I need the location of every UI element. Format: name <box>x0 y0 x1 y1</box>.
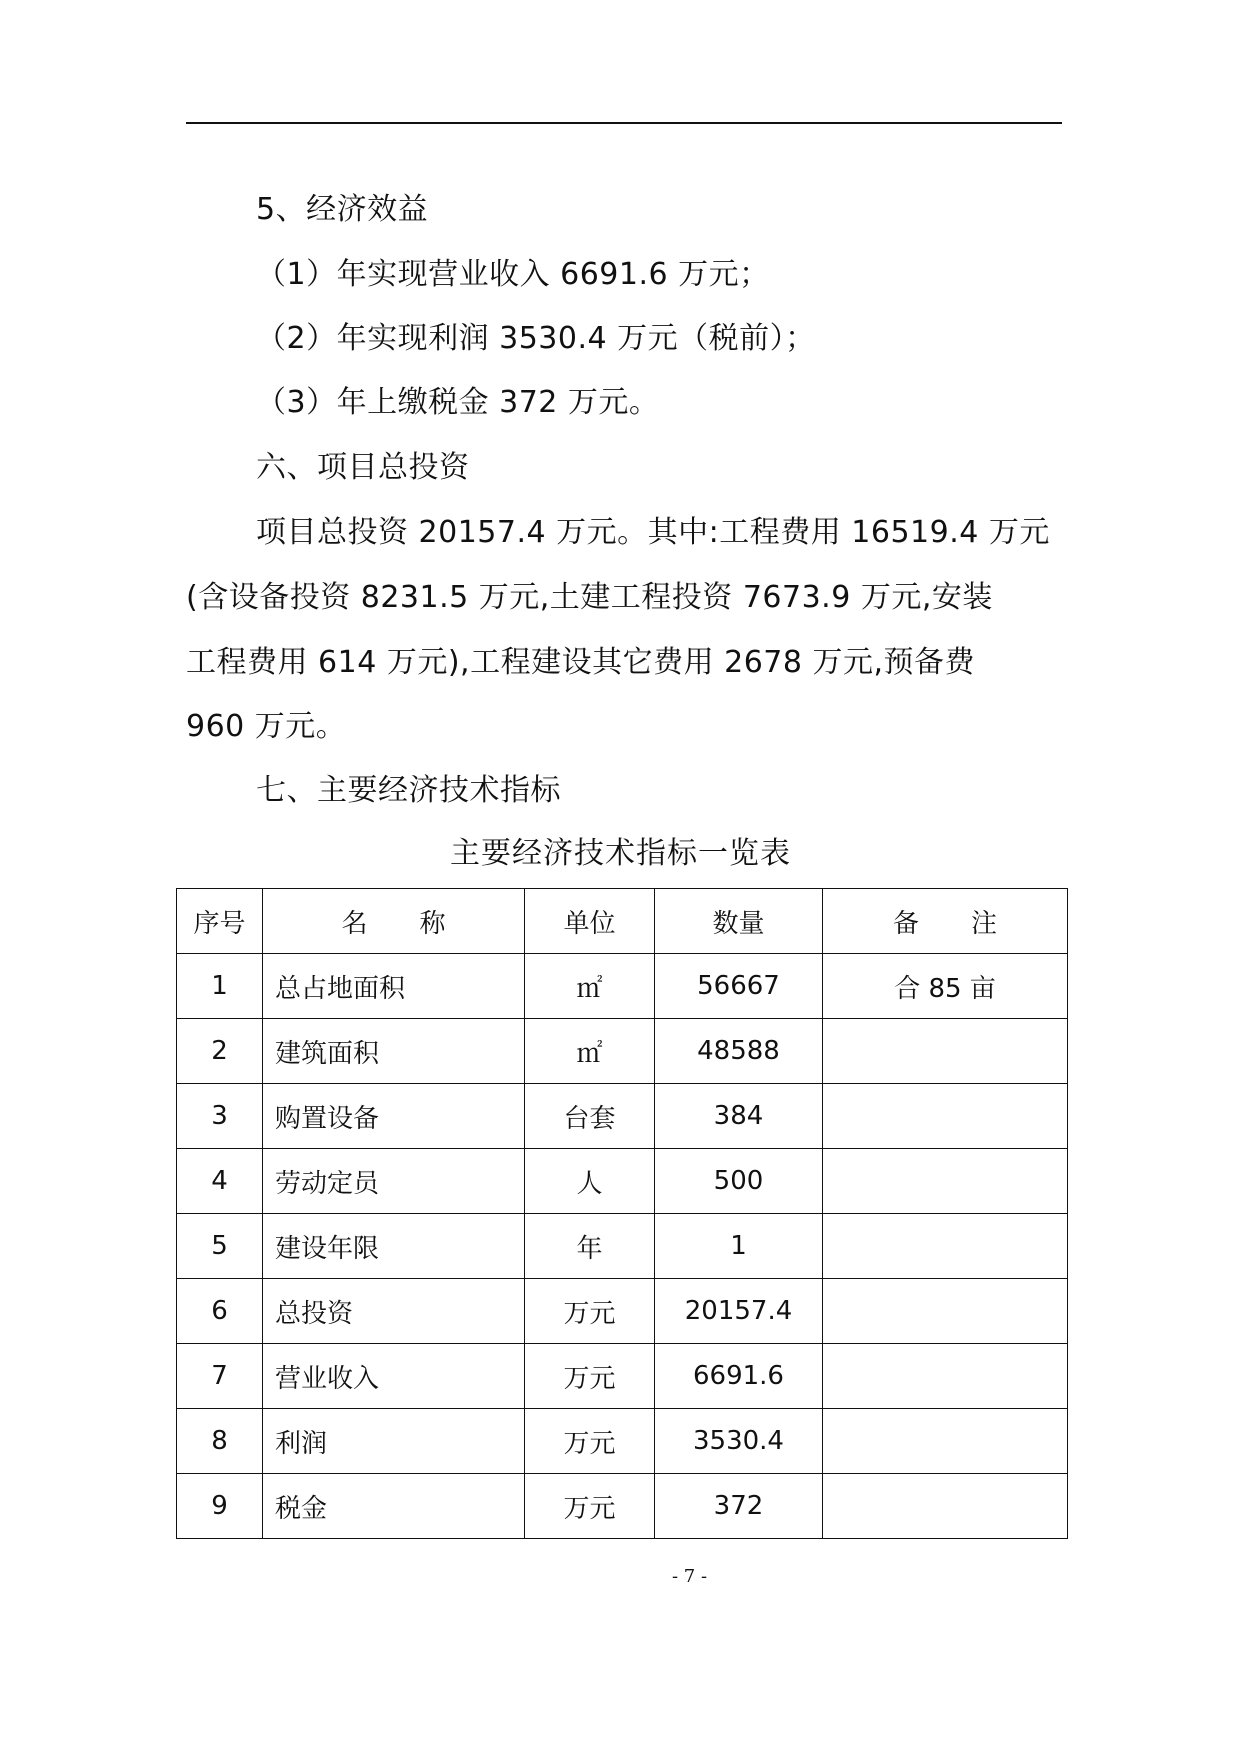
row-name: 营业收入 <box>263 1344 525 1409</box>
row-index: 2 <box>177 1019 263 1084</box>
row-index: 4 <box>177 1149 263 1214</box>
table-row <box>177 1279 1068 1344</box>
row-unit: ㎡ <box>525 954 655 1019</box>
row-remark <box>823 1149 1068 1214</box>
table-title: 主要经济技术指标一览表 <box>450 836 791 871</box>
section-5-item-1: （1）年实现营业收入 6691.6 万元； <box>256 257 770 292</box>
row-index: 8 <box>177 1409 263 1474</box>
row-name: 建设年限 <box>263 1214 525 1279</box>
table-row <box>177 1474 1068 1539</box>
table-row <box>177 954 1068 1019</box>
section-5-item-3: （3）年上缴税金 372 万元。 <box>256 385 660 420</box>
row-remark <box>823 1084 1068 1149</box>
column-header-index: 序号 <box>177 889 263 954</box>
row-index: 3 <box>177 1084 263 1149</box>
row-remark <box>823 1474 1068 1539</box>
page-number: - 7 - <box>671 1566 708 1587</box>
row-unit: 万元 <box>525 1409 655 1474</box>
row-remark <box>823 1019 1068 1084</box>
column-header-name: 名 称 <box>263 889 525 954</box>
column-header-unit: 单位 <box>525 889 655 954</box>
table-header-row <box>177 889 1068 954</box>
section-5-heading: 5、经济效益 <box>256 192 429 227</box>
row-quantity: 48588 <box>655 1019 823 1084</box>
section-6-paragraph-line-1: 项目总投资 20157.4 万元。其中:工程费用 16519.4 万元 <box>256 515 1050 550</box>
row-unit: 万元 <box>525 1344 655 1409</box>
row-name: 税金 <box>263 1474 525 1539</box>
row-name: 利润 <box>263 1409 525 1474</box>
row-unit: 年 <box>525 1214 655 1279</box>
row-index: 6 <box>177 1279 263 1344</box>
section-6-paragraph-line-2: (含设备投资 8231.5 万元,土建工程投资 7673.9 万元,安装 <box>186 580 993 615</box>
table-row <box>177 1409 1068 1474</box>
indicators-table <box>176 888 1068 1539</box>
row-quantity: 56667 <box>655 954 823 1019</box>
row-unit: ㎡ <box>525 1019 655 1084</box>
row-unit: 万元 <box>525 1279 655 1344</box>
row-quantity: 372 <box>655 1474 823 1539</box>
section-5-item-2: （2）年实现利润 3530.4 万元（税前）； <box>256 321 816 356</box>
row-quantity: 500 <box>655 1149 823 1214</box>
table-row <box>177 1149 1068 1214</box>
row-name: 建筑面积 <box>263 1019 525 1084</box>
column-header-remark: 备 注 <box>823 889 1068 954</box>
table-row <box>177 1344 1068 1409</box>
row-index: 7 <box>177 1344 263 1409</box>
row-quantity: 384 <box>655 1084 823 1149</box>
row-remark <box>823 1409 1068 1474</box>
section-6-paragraph-line-3: 工程费用 614 万元),工程建设其它费用 2678 万元,预备费 <box>186 645 976 680</box>
row-quantity: 6691.6 <box>655 1344 823 1409</box>
table-row <box>177 1214 1068 1279</box>
table-row <box>177 1019 1068 1084</box>
section-7-heading: 七、主要经济技术指标 <box>256 773 561 808</box>
row-unit: 万元 <box>525 1474 655 1539</box>
header-rule <box>186 122 1062 124</box>
row-name: 总占地面积 <box>263 954 525 1019</box>
row-remark <box>823 1214 1068 1279</box>
section-6-paragraph-line-4: 960 万元。 <box>186 709 347 744</box>
row-index: 9 <box>177 1474 263 1539</box>
row-quantity: 20157.4 <box>655 1279 823 1344</box>
row-quantity: 1 <box>655 1214 823 1279</box>
column-header-quantity: 数量 <box>655 889 823 954</box>
section-6-heading: 六、项目总投资 <box>256 450 470 485</box>
row-remark <box>823 1279 1068 1344</box>
row-name: 劳动定员 <box>263 1149 525 1214</box>
table-row <box>177 1084 1068 1149</box>
row-quantity: 3530.4 <box>655 1409 823 1474</box>
row-index: 1 <box>177 954 263 1019</box>
row-name: 购置设备 <box>263 1084 525 1149</box>
row-unit: 台套 <box>525 1084 655 1149</box>
row-name: 总投资 <box>263 1279 525 1344</box>
row-remark <box>823 1344 1068 1409</box>
row-unit: 人 <box>525 1149 655 1214</box>
row-remark: 合 85 亩 <box>823 954 1068 1019</box>
row-index: 5 <box>177 1214 263 1279</box>
